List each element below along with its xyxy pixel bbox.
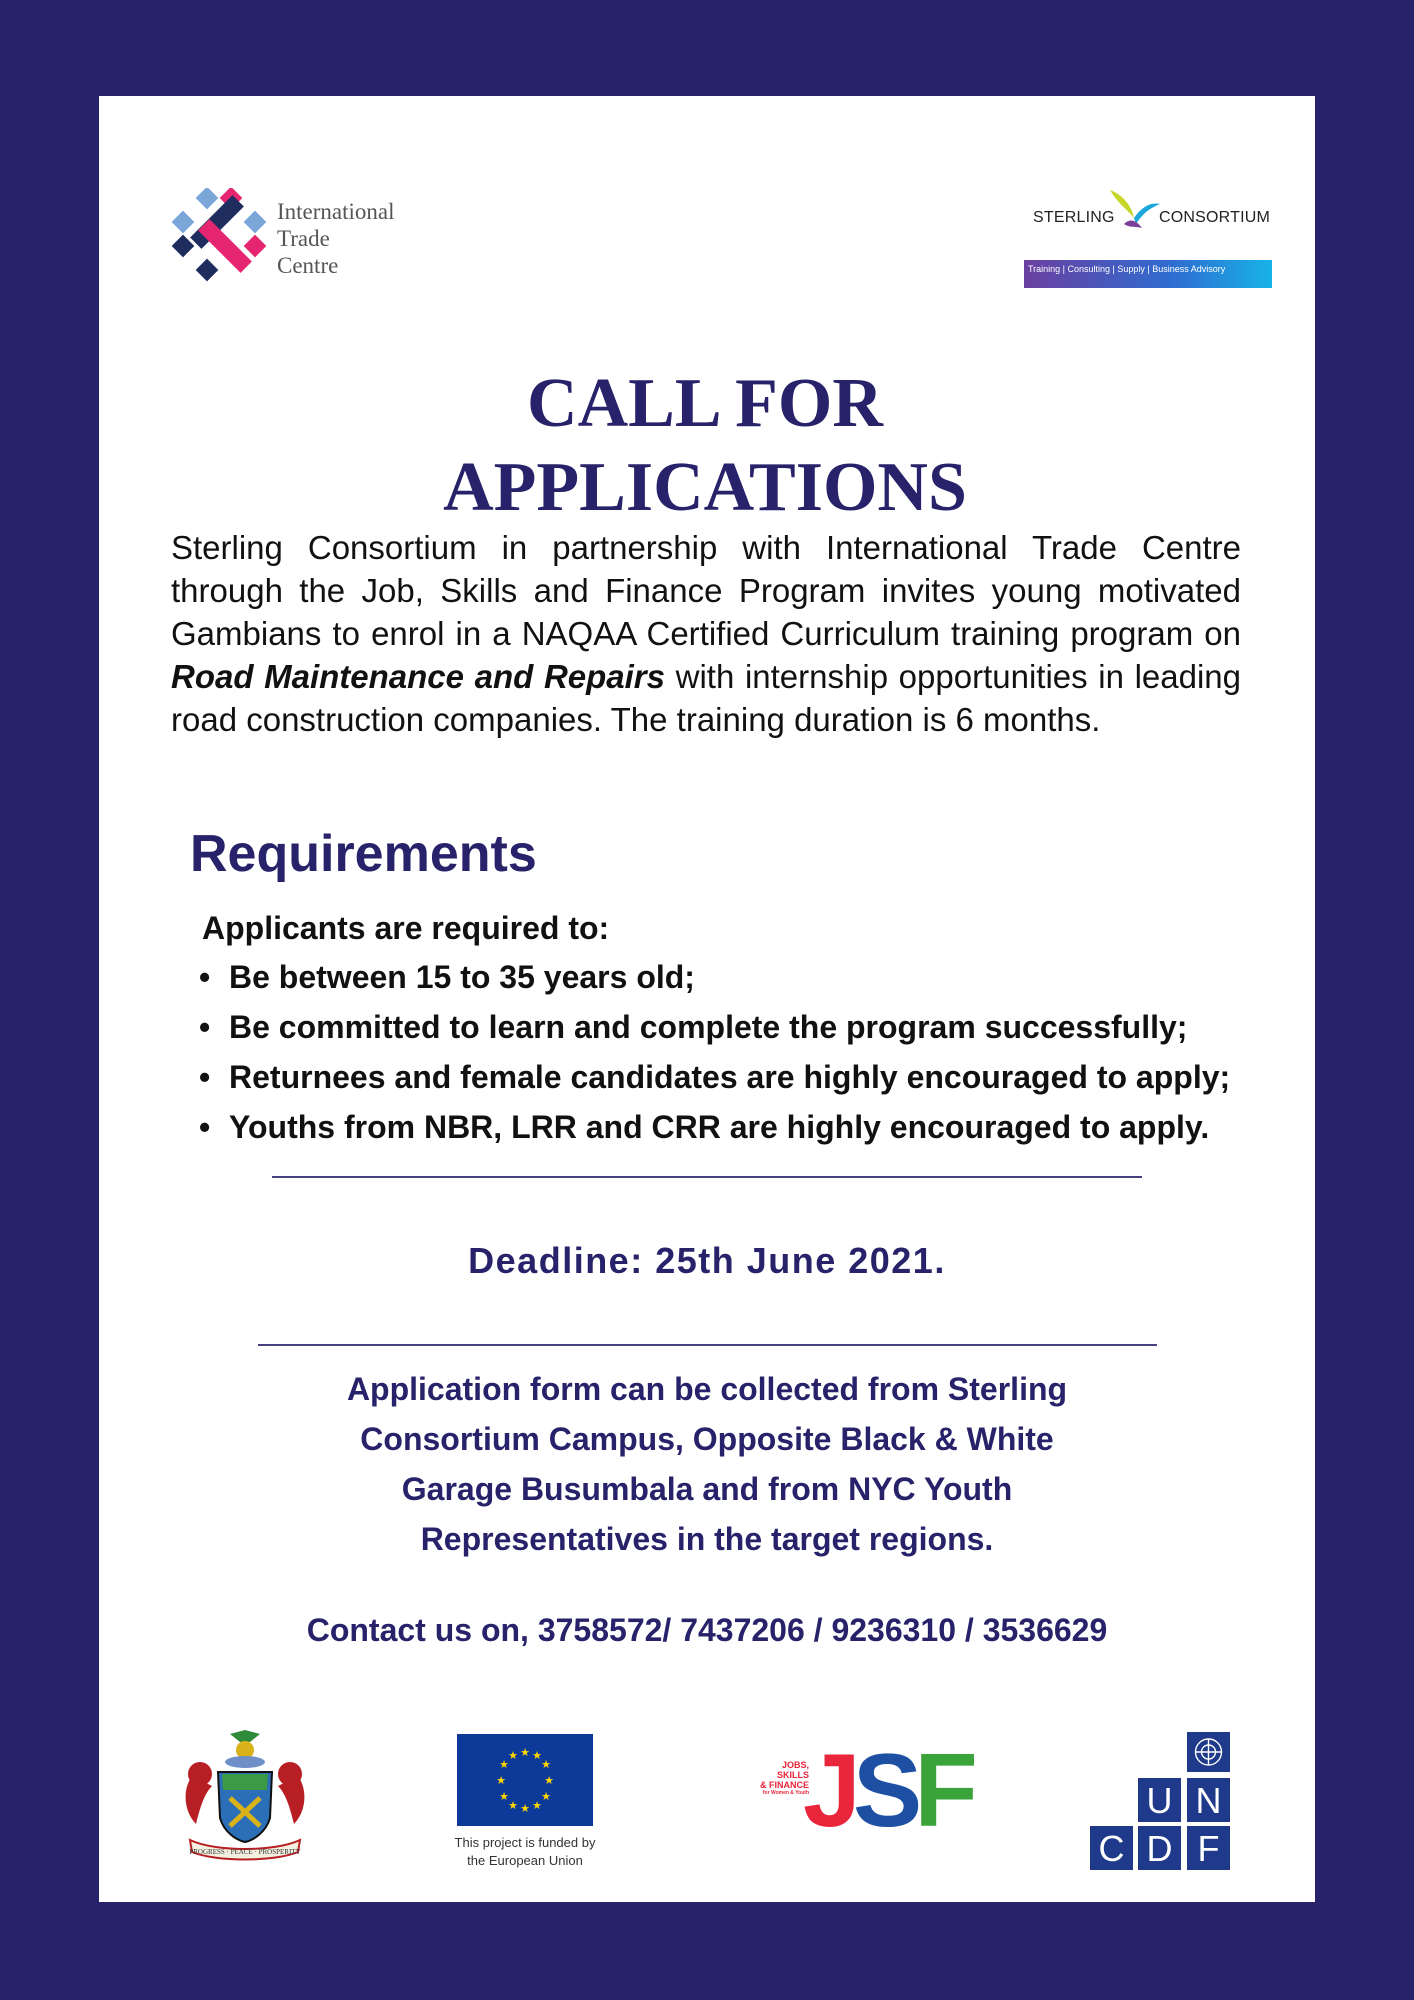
svg-text:★: ★ bbox=[520, 1746, 530, 1759]
collection-info bbox=[99, 1364, 1315, 1564]
divider-bottom bbox=[258, 1344, 1157, 1346]
svg-text:★: ★ bbox=[508, 1749, 518, 1762]
sterling-consortium-logo bbox=[1024, 184, 1274, 296]
coa-motto: PROGRESS · PEACE · PROSPERITY bbox=[189, 1848, 301, 1856]
svg-text:★: ★ bbox=[496, 1774, 506, 1787]
collection-line: Consortium Campus, Opposite Black & White bbox=[360, 1421, 1054, 1457]
svg-text:★: ★ bbox=[499, 1758, 509, 1771]
title-line-2: APPLICATIONS bbox=[443, 449, 967, 526]
flyer-page bbox=[99, 96, 1315, 1902]
svg-text:★: ★ bbox=[508, 1799, 518, 1812]
uncdf-icon bbox=[1090, 1732, 1230, 1870]
itc-word-2: Trade bbox=[277, 226, 330, 251]
collection-line: Application form can be collected from Sterling bbox=[346, 1371, 1068, 1407]
uncdf-letter: C bbox=[1098, 1828, 1125, 1869]
jsf-logo bbox=[755, 1733, 970, 1849]
svg-text:★: ★ bbox=[544, 1774, 554, 1787]
itc-logo bbox=[171, 188, 421, 298]
jsf-letter-j: J bbox=[803, 1733, 853, 1849]
svg-text:★: ★ bbox=[541, 1758, 551, 1771]
requirement-item: • Be between 15 to 35 years old; bbox=[177, 952, 1230, 1002]
jsf-letter-f: F bbox=[914, 1733, 970, 1849]
requirement-item: • Youths from NBR, LRR and CRR are highly encouraged to apply. bbox=[177, 1102, 1230, 1152]
eu-funding-caption bbox=[429, 1834, 621, 1870]
jsf-tagline-line: SKILLS bbox=[776, 1770, 809, 1780]
svg-text:★: ★ bbox=[499, 1790, 509, 1803]
uncdf-letter: U bbox=[1146, 1780, 1173, 1821]
requirements-intro: Applicants are required to: bbox=[202, 910, 610, 946]
itc-word-1: International bbox=[277, 199, 395, 224]
svg-text:★: ★ bbox=[532, 1749, 542, 1762]
jsf-letter-s: S bbox=[852, 1733, 915, 1849]
uncdf-letter: D bbox=[1146, 1828, 1173, 1869]
collection-line: Representatives in the target regions. bbox=[420, 1521, 994, 1557]
eu-stars-icon bbox=[457, 1734, 593, 1826]
requirement-item: • Be committed to learn and complete the program successfully; bbox=[177, 1002, 1230, 1052]
svg-text:★: ★ bbox=[541, 1790, 551, 1803]
deadline: Deadline: 25th June 2021. bbox=[468, 1240, 946, 1281]
intro-text-1: Sterling Consortium in partnership with International Trade Centre through the Job, Skills and Finance Program invites young motivated Gambians to enrol in a NAQAA Certified Curriculum training program on bbox=[171, 529, 1241, 652]
svg-text:★: ★ bbox=[520, 1802, 530, 1815]
uncdf-letter: F bbox=[1197, 1828, 1220, 1869]
divider-top bbox=[272, 1176, 1142, 1178]
collection-line: Garage Busumbala and from NYC Youth bbox=[401, 1471, 1013, 1507]
program-name: Road Maintenance and Repairs bbox=[171, 658, 666, 695]
jsf-tagline-line: JOBS, bbox=[781, 1760, 809, 1770]
page-title bbox=[99, 362, 1315, 530]
itc-mark-icon bbox=[171, 188, 271, 288]
jsf-tagline-line: & FINANCE bbox=[760, 1780, 809, 1790]
jsf-wordmark bbox=[803, 1733, 970, 1849]
eu-flag-logo bbox=[457, 1734, 593, 1826]
title-line-1: CALL FOR bbox=[527, 365, 883, 442]
sterling-tagline: Training | Consulting | Supply | Business Advisory bbox=[1024, 260, 1272, 288]
contact-info: Contact us on, 3758572/ 7437206 / 9236310 / 3536629 bbox=[306, 1612, 1108, 1648]
sterling-name bbox=[1033, 209, 1271, 227]
uncdf-logo bbox=[1090, 1732, 1230, 1870]
jsf-tagline-line: for Women & Youth bbox=[762, 1790, 809, 1796]
intro-paragraph bbox=[171, 526, 1241, 741]
eu-caption-line: This project is funded by bbox=[454, 1835, 596, 1850]
itc-wordmark bbox=[277, 198, 395, 279]
sterling-name-left: STERLING bbox=[1033, 209, 1115, 226]
intro-text-2: with internship opportunities in leading road construction companies. The training duration is 6 months. bbox=[171, 658, 1242, 738]
gambia-coat-of-arms-logo bbox=[170, 1728, 320, 1866]
itc-word-3: Centre bbox=[277, 253, 339, 278]
coat-of-arms-icon bbox=[170, 1728, 320, 1866]
requirements-list bbox=[177, 952, 1230, 1152]
jsf-tagline bbox=[755, 1760, 809, 1797]
requirements-heading: Requirements bbox=[190, 825, 537, 883]
uncdf-letter: N bbox=[1195, 1780, 1222, 1821]
svg-text:★: ★ bbox=[532, 1799, 542, 1812]
eu-caption-line: the European Union bbox=[467, 1853, 583, 1868]
requirement-item: • Returnees and female candidates are highly encouraged to apply; bbox=[177, 1052, 1230, 1102]
sterling-name-right: CONSORTIUM bbox=[1159, 209, 1271, 226]
